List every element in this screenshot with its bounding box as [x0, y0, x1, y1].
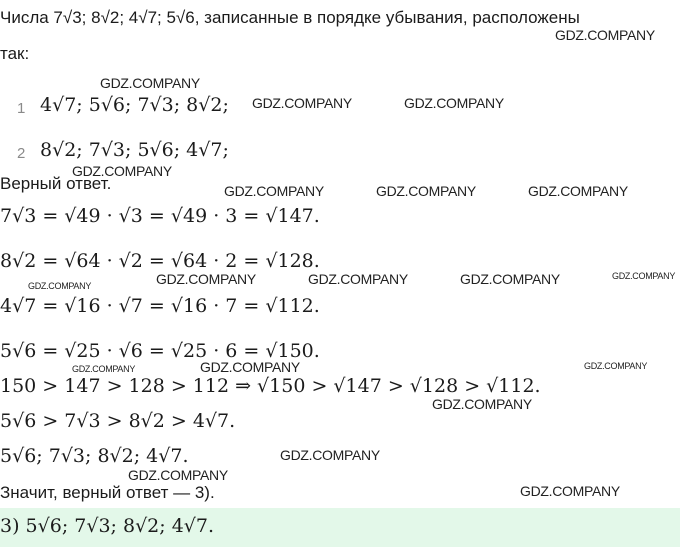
- step-1: 7√3 = √49 · √3 = √49 · 3 = √147.: [0, 205, 320, 227]
- watermark: GDZ.COMPANY: [404, 95, 504, 111]
- watermark: GDZ.COMPANY: [28, 281, 92, 291]
- watermark: GDZ.COMPANY: [460, 271, 560, 287]
- question-line-2: так:: [0, 44, 30, 63]
- watermark: GDZ.COMPANY: [612, 271, 676, 281]
- option-2-number: 2: [17, 145, 26, 162]
- step-4: 5√6 = √25 · √6 = √25 · 6 = √150.: [0, 340, 320, 362]
- watermark: GDZ.COMPANY: [555, 27, 655, 43]
- watermark: GDZ.COMPANY: [252, 95, 352, 111]
- option-1-text: 4√7; 5√6; 7√3; 8√2;: [40, 94, 229, 116]
- watermark: GDZ.COMPANY: [72, 163, 172, 179]
- watermark: GDZ.COMPANY: [128, 467, 228, 483]
- watermark: GDZ.COMPANY: [432, 396, 532, 412]
- conclusion: Значит, верный ответ — 3).: [0, 483, 215, 502]
- option-2-text: 8√2; 7√3; 5√6; 4√7;: [40, 139, 229, 161]
- watermark: GDZ.COMPANY: [308, 271, 408, 287]
- step-2: 8√2 = √64 · √2 = √64 · 2 = √128.: [0, 250, 320, 272]
- watermark: GDZ.COMPANY: [100, 75, 200, 91]
- watermark: GDZ.COMPANY: [224, 183, 324, 199]
- step-5: 150 > 147 > 128 > 112 ⇒ √150 > √147 > √128 > √112.: [0, 375, 541, 397]
- answer-line: 3) 5√6; 7√3; 8√2; 4√7.: [0, 515, 215, 537]
- watermark: GDZ.COMPANY: [72, 364, 136, 374]
- step-6: 5√6 > 7√3 > 8√2 > 4√7.: [0, 410, 236, 432]
- watermark: GDZ.COMPANY: [156, 271, 256, 287]
- watermark: GDZ.COMPANY: [280, 447, 380, 463]
- watermark: GDZ.COMPANY: [376, 183, 476, 199]
- step-7: 5√6; 7√3; 8√2; 4√7.: [0, 445, 189, 467]
- watermark: GDZ.COMPANY: [528, 183, 628, 199]
- watermark: GDZ.COMPANY: [584, 361, 648, 371]
- question-line-1: Числа 7√3; 8√2; 4√7; 5√6, записанные в порядке убывания, расположены: [0, 8, 580, 27]
- option-1-number: 1: [17, 100, 26, 117]
- watermark: GDZ.COMPANY: [200, 359, 300, 375]
- correct-answer-label: Верный ответ.: [0, 174, 112, 193]
- watermark: GDZ.COMPANY: [520, 483, 620, 499]
- step-3: 4√7 = √16 · √7 = √16 · 7 = √112.: [0, 295, 320, 317]
